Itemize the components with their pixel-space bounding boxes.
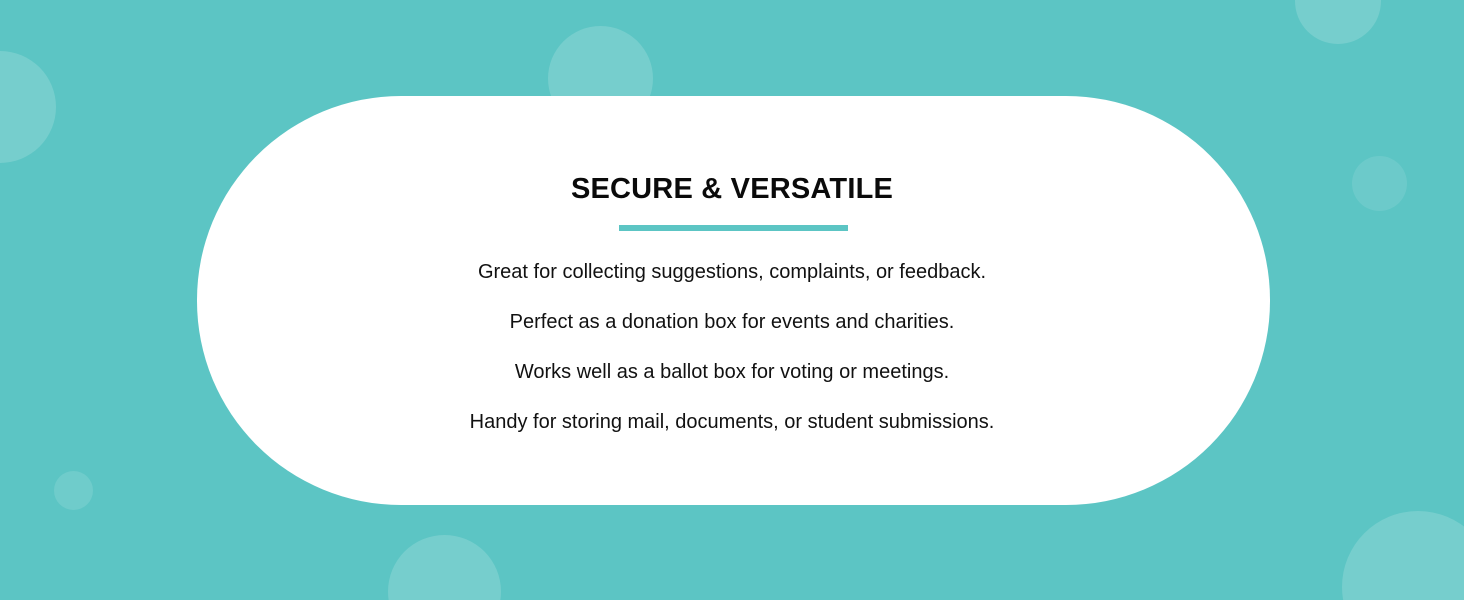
- feature-list: [0, 257, 1464, 457]
- heading-underline: [619, 225, 848, 231]
- feature-item: Handy for storing mail, documents, or student submissions.: [469, 411, 995, 433]
- decorative-bubble: [1295, 0, 1381, 44]
- decorative-bubble: [388, 535, 501, 600]
- decorative-bubble: [54, 471, 93, 510]
- banner-heading: SECURE & VERSATILE: [570, 173, 894, 205]
- feature-item: Perfect as a donation box for events and charities.: [509, 311, 955, 333]
- decorative-bubble: [0, 51, 56, 163]
- decorative-bubble: [1342, 511, 1464, 600]
- feature-item: Works well as a ballot box for voting or meetings.: [514, 361, 950, 383]
- feature-item: Great for collecting suggestions, complaints, or feedback.: [477, 261, 987, 283]
